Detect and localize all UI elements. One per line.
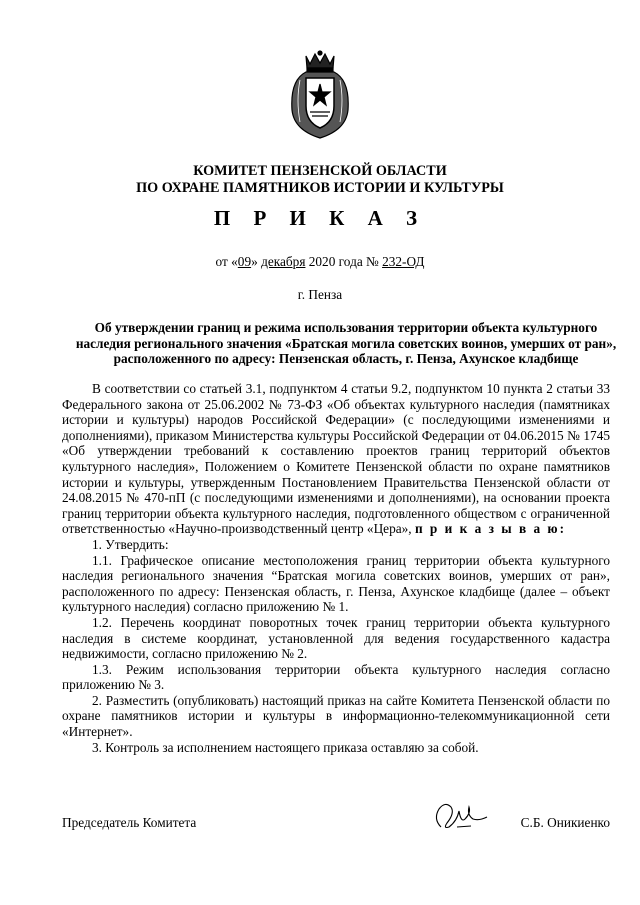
item-3: 3. Контроль за исполнением настоящего приказа оставляю за собой. xyxy=(92,739,479,755)
date-mid: » xyxy=(251,254,262,269)
date-day: 09 xyxy=(237,254,252,269)
signatory-title: Председатель Комитета xyxy=(62,815,197,830)
decree-word: п р и к а з ы в а ю: xyxy=(414,521,567,537)
item-1-2: 1.2. Перечень координат поворотных точек границ территории объекта культурного наследия в системе координат, установленной для ведения государственного кадастра недвижимости, согласно приложению № 2. xyxy=(62,614,610,662)
committee-name-line1: КОМИТЕТ ПЕНЗЕНСКОЙ ОБЛАСТИ xyxy=(193,163,447,179)
handwritten-signature xyxy=(427,797,491,835)
date-month: декабря xyxy=(261,254,306,269)
item-1: 1. Утвердить: xyxy=(92,536,169,552)
intro-text: В соответствии со статьей 3.1, подпунктом 4 статьи 9.2, подпунктом 10 пункта 2 статьи 33 Федерального закона от 25.06.2002 № 73-ФЗ «Об объектах культурного наследия (памятниках истории и культуры) народов Российской Федерации» (с последующими изменениями и дополнениями), приказом Министерства культуры Российской Федерации от 04.06.2015 № 1745 «Об утверждении требований к составлению проектов границ территорий объектов культурного наследия», Положением о Комитете Пензенской области по охране памятников истории и культуры, утвержденным Постановлением Правительства Пензенской области от 24.08.2015 № 470-пП (с последующими изменениями и дополнениями), на основании проекта границ территории объекта культурного наследия, подготовленного обществом с ограниченной ответственностью «Научно-производственный центр «Цера», xyxy=(62,381,610,537)
order-number: 232-ОД xyxy=(382,254,425,269)
order-city: г. Пенза xyxy=(297,287,343,302)
item-1-3: 1.3. Режим использования территории объекта культурного наследия согласно приложению № 3. xyxy=(62,661,610,693)
signature-block xyxy=(62,815,610,855)
date-year: 2020 года № xyxy=(305,254,383,269)
order-body xyxy=(62,381,610,755)
document-type-title: П Р И К А З xyxy=(213,206,427,230)
item-1-1: 1.1. Графическое описание местоположения границ территории объекта культурного наследия регионального значения “Братская могила советских воинов, умерших от ран», расположенного по адресу: Пензенская область, г. Пенза, Ахунское кладбище (далее – объект культурного наследия) согласно приложению № 1. xyxy=(62,552,610,615)
coat-of-arms-emblem xyxy=(286,50,354,140)
order-date-line xyxy=(0,254,640,270)
date-prefix: от « xyxy=(215,254,238,269)
signatory-name: С.Б. Оникиенко xyxy=(520,815,610,830)
order-subject: Об утверждении границ и режима использования территории объекта культурного наследия регионального значения «Братская могила советских воинов, умерших от ран», расположенного по адресу: Пензенская область, г. Пенза, Ахунское кладбище xyxy=(75,320,617,367)
committee-name xyxy=(60,163,580,197)
item-2: 2. Разместить (опубликовать) настоящий приказ на сайте Комитета Пензенской области по охране памятников истории и культуры в информационно-телекоммуникационной сети «Интернет». xyxy=(62,692,610,740)
intro-paragraph xyxy=(62,381,610,537)
committee-name-line2: ПО ОХРАНЕ ПАМЯТНИКОВ ИСТОРИИ И КУЛЬТУРЫ xyxy=(136,180,504,196)
